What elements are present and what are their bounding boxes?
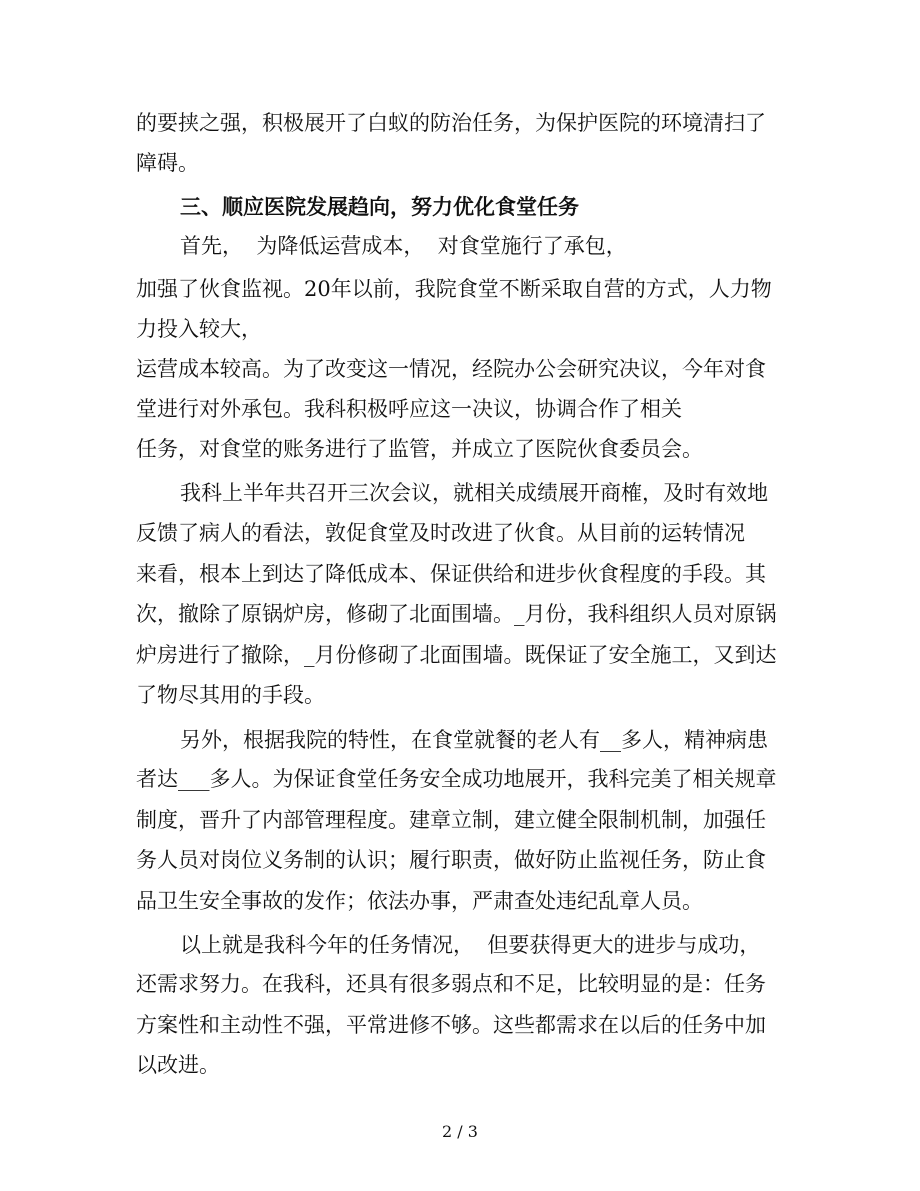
- text-line: 品卫生安全事故的发作；依法办事，严肃查处违纪乱章人员。: [136, 889, 703, 913]
- text-line: 任务，对食堂的账务进行了监管，并成立了医院伙食委员会。: [136, 437, 703, 461]
- text-line: 以上就是我科今年的任务情况， 但要获得更大的进步与成功，: [180, 933, 761, 957]
- text-line: 运营成本较高。为了改变这一情况，经院办公会研究决议，今年对食: [136, 357, 766, 381]
- text-line: 首先， 为降低运营成本， 对食堂施行了承包，: [180, 234, 627, 258]
- text-line: 来看，根本上到达了降低成本、保证供给和进步伙食程度的手段。其: [136, 562, 766, 586]
- text-line: 我科上半年共召开三次会议，就相关成绩展开商榷，及时有效地: [180, 481, 768, 505]
- text-line: 的要挟之强，积极展开了白蚁的防治任务，为保护医院的环境清扫了: [136, 111, 766, 135]
- text-line: 力投入较大，: [136, 317, 262, 341]
- page-number: 2 / 3: [442, 1122, 478, 1141]
- text-line: 制度，晋升了内部管理程度。建章立制，建立健全限制机制，加强任: [136, 808, 766, 832]
- text-line: 加强了伙食监视。20年以前，我院食堂不断采取自营的方式，人力物: [136, 277, 772, 301]
- text-line: 另外，根据我院的特性，在食堂就餐的老人有__多人，精神病患: [180, 728, 768, 752]
- text-line: 障碍。: [136, 151, 199, 175]
- text-line: 次，撤除了原锅炉房，修砌了北面围墙。_月份，我科组织人员对原锅: [136, 602, 777, 626]
- text-line: 反馈了病人的看法，敦促食堂及时改进了伙食。从目前的运转情况: [136, 521, 745, 545]
- text-line: 方案性和主动性不强，平常进修不够。这些都需求在以后的任务中加: [136, 1013, 766, 1037]
- text-line: 以改进。: [136, 1053, 220, 1077]
- text-line: 者达___多人。为保证食堂任务安全成功地展开，我科完美了相关规章: [136, 767, 777, 791]
- text-line: 了物尽其用的手段。: [136, 683, 325, 707]
- text-line: 还需求努力。在我科，还具有很多弱点和不足，比较明显的是：任务: [136, 972, 766, 996]
- section-heading: 三、顺应医院发展趋向，努力优化食堂任务: [180, 194, 579, 219]
- text-line: 炉房进行了撤除，_月份修砌了北面围墙。既保证了安全施工，又到达: [136, 643, 777, 667]
- text-line: 务人员对岗位义务制的认识；履行职责，做好防止监视任务，防止食: [136, 848, 766, 872]
- text-line: 堂进行对外承包。我科积极呼应这一决议，协调合作了相关: [136, 397, 682, 421]
